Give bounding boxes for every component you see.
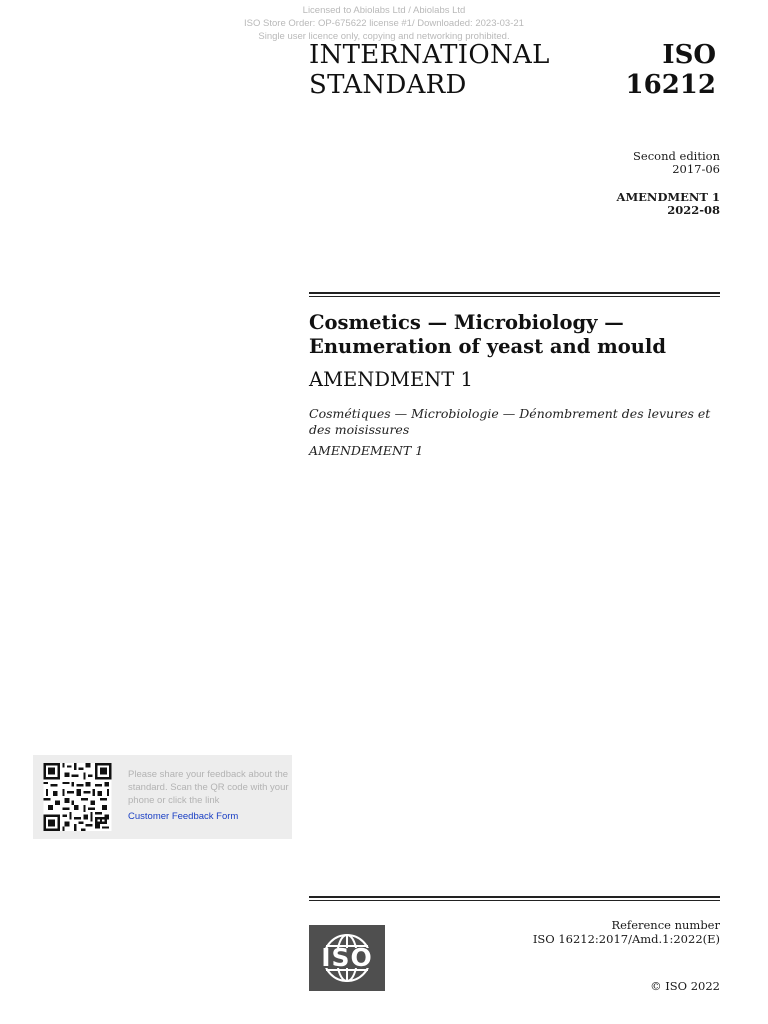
- edition-date: 2017-06: [672, 162, 720, 176]
- title-line-2: Enumeration of yeast and mould: [309, 335, 666, 358]
- title-amendment: AMENDMENT 1: [309, 368, 473, 391]
- amendment-date: 2022-08: [667, 203, 720, 217]
- iso-label: ISO: [662, 40, 716, 70]
- copyright-notice: © ISO 2022: [650, 979, 720, 993]
- french-amendment: AMENDEMENT 1: [309, 443, 424, 458]
- reference-value: ISO 16212:2017/Amd.1:2022(E): [532, 931, 720, 946]
- feedback-panel: [33, 755, 292, 839]
- license-watermark-line-2: ISO Store Order: OP-675622 license #1/ Downloaded: 2023-03-21: [244, 18, 524, 29]
- standard-number: [626, 40, 716, 100]
- reference-number-block: [533, 919, 720, 946]
- license-watermark-line-1: Licensed to Abiolabs Ltd / Abiolabs Ltd: [302, 5, 466, 16]
- document-type-line-1: INTERNATIONAL: [309, 40, 550, 70]
- document-type-line-2: STANDARD: [309, 70, 467, 100]
- iso-logo-text: ISO: [321, 943, 373, 972]
- amendment-info: [617, 191, 720, 217]
- title-line-1: Cosmetics — Microbiology —: [309, 311, 624, 334]
- title-divider: [309, 292, 720, 297]
- qr-code-icon[interactable]: [41, 763, 114, 831]
- edition-info: [633, 150, 720, 176]
- license-watermark-line-3: Single user licence only, copying and networking prohibited.: [258, 31, 510, 42]
- french-title: Cosmétiques — Microbiologie — Dénombrement des levures et des moisissures: [309, 406, 711, 437]
- document-type: [309, 40, 550, 100]
- feedback-message: Please share your feedback about the standard. Scan the QR code with your phone or click the link: [128, 769, 289, 806]
- iso-logo: [309, 925, 385, 991]
- customer-feedback-link[interactable]: Customer Feedback Form: [128, 811, 239, 822]
- footer-divider: [309, 896, 720, 901]
- document-title: [309, 311, 720, 359]
- amendment-label: AMENDMENT 1: [616, 190, 720, 204]
- reference-label: Reference number: [611, 918, 720, 932]
- iso-number: 16212: [625, 70, 716, 100]
- edition-label: Second edition: [633, 149, 720, 163]
